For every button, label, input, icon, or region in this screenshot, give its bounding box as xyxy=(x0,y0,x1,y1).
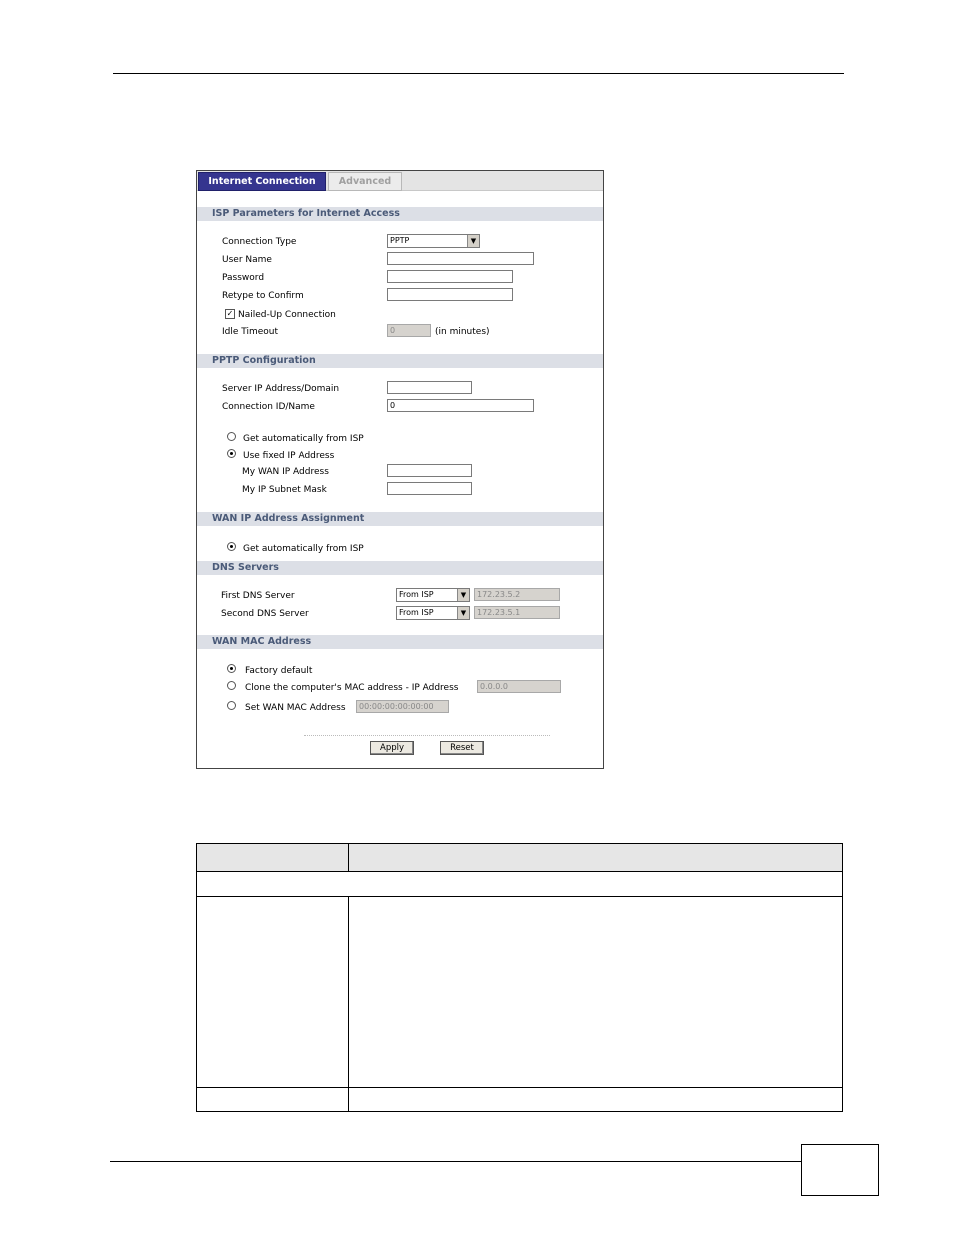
first-dns-mode-value: From ISP xyxy=(399,590,434,599)
connection-id-input[interactable] xyxy=(387,399,534,412)
reset-button[interactable]: Reset xyxy=(440,741,484,755)
mac-factory-radio[interactable] xyxy=(227,664,236,673)
field-description-table xyxy=(196,843,843,1112)
table-row xyxy=(197,1088,843,1112)
nailed-up-checkbox[interactable]: ✓ xyxy=(226,309,234,318)
password-input[interactable] xyxy=(387,270,513,283)
wan-internet-connection-screen xyxy=(196,170,604,769)
dns-section-header: DNS Servers xyxy=(197,561,603,575)
table-header-cell xyxy=(349,844,843,872)
table-header-cell xyxy=(197,844,349,872)
pptp-use-fixed-radio[interactable] xyxy=(227,449,236,458)
chevron-down-icon: ▼ xyxy=(457,607,469,619)
idle-timeout-label: Idle Timeout xyxy=(222,327,279,337)
server-ip-input[interactable] xyxy=(387,381,472,394)
second-dns-mode-select[interactable] xyxy=(396,606,470,620)
second-dns-input[interactable] xyxy=(474,606,560,619)
mac-section-header: WAN MAC Address xyxy=(197,635,603,649)
connection-type-select[interactable] xyxy=(387,234,480,248)
pptp-get-auto-label: Get automatically from ISP xyxy=(243,434,364,444)
mac-set-radio[interactable] xyxy=(227,701,236,710)
first-dns-label: First DNS Server xyxy=(221,591,295,601)
tab-bar xyxy=(197,171,603,191)
wan-ip-get-auto-label: Get automatically from ISP xyxy=(243,544,364,554)
tab-advanced[interactable]: Advanced xyxy=(328,172,402,191)
connection-type-value: PPTP xyxy=(390,236,410,245)
my-wan-ip-input[interactable] xyxy=(387,464,472,477)
my-subnet-label: My IP Subnet Mask xyxy=(242,485,327,495)
mac-set-label: Set WAN MAC Address xyxy=(245,703,346,713)
retype-label: Retype to Confirm xyxy=(222,291,304,301)
pptp-use-fixed-label: Use fixed IP Address xyxy=(243,451,335,461)
mac-set-input[interactable] xyxy=(356,700,449,713)
idle-timeout-unit: (in minutes) xyxy=(435,327,490,337)
tab-internet-connection[interactable]: Internet Connection xyxy=(198,172,326,191)
first-dns-input[interactable] xyxy=(474,588,560,601)
apply-button[interactable]: Apply xyxy=(370,741,414,755)
password-label: Password xyxy=(222,273,265,283)
user-name-label: User Name xyxy=(222,255,272,265)
table-cell xyxy=(197,897,349,1088)
mac-clone-radio[interactable] xyxy=(227,681,236,690)
divider xyxy=(304,735,550,736)
wan-ip-section-header: WAN IP Address Assignment xyxy=(197,512,603,526)
server-ip-label: Server IP Address/Domain xyxy=(222,384,340,394)
pptp-section-header: PPTP Configuration xyxy=(197,354,603,368)
table-cell xyxy=(197,872,843,897)
table-cell xyxy=(349,1088,843,1112)
isp-section-header: ISP Parameters for Internet Access xyxy=(197,207,603,221)
my-wan-ip-label: My WAN IP Address xyxy=(242,467,329,477)
mac-clone-label: Clone the computer's MAC address - IP Address xyxy=(245,683,459,693)
footer-rule xyxy=(110,1161,802,1162)
wan-ip-get-auto-radio[interactable] xyxy=(227,542,236,551)
page-number-box xyxy=(801,1144,879,1196)
idle-timeout-input[interactable] xyxy=(387,324,431,337)
table-row xyxy=(197,897,843,1088)
chevron-down-icon: ▼ xyxy=(467,235,479,247)
second-dns-label: Second DNS Server xyxy=(221,609,309,619)
mac-factory-label: Factory default xyxy=(245,666,313,676)
table-row xyxy=(197,872,843,897)
table-cell xyxy=(197,1088,349,1112)
retype-password-input[interactable] xyxy=(387,288,513,301)
header-rule xyxy=(113,73,844,74)
user-name-input[interactable] xyxy=(387,252,534,265)
connection-type-label: Connection Type xyxy=(222,237,297,247)
connection-id-label: Connection ID/Name xyxy=(222,402,315,412)
my-subnet-input[interactable] xyxy=(387,482,472,495)
pptp-get-auto-radio[interactable] xyxy=(227,432,236,441)
second-dns-mode-value: From ISP xyxy=(399,608,434,617)
table-header-row xyxy=(197,844,843,872)
table-cell xyxy=(349,897,843,1088)
mac-clone-ip-input[interactable] xyxy=(477,680,561,693)
chevron-down-icon: ▼ xyxy=(457,589,469,601)
first-dns-mode-select[interactable] xyxy=(396,588,470,602)
nailed-up-label: Nailed-Up Connection xyxy=(238,310,336,320)
